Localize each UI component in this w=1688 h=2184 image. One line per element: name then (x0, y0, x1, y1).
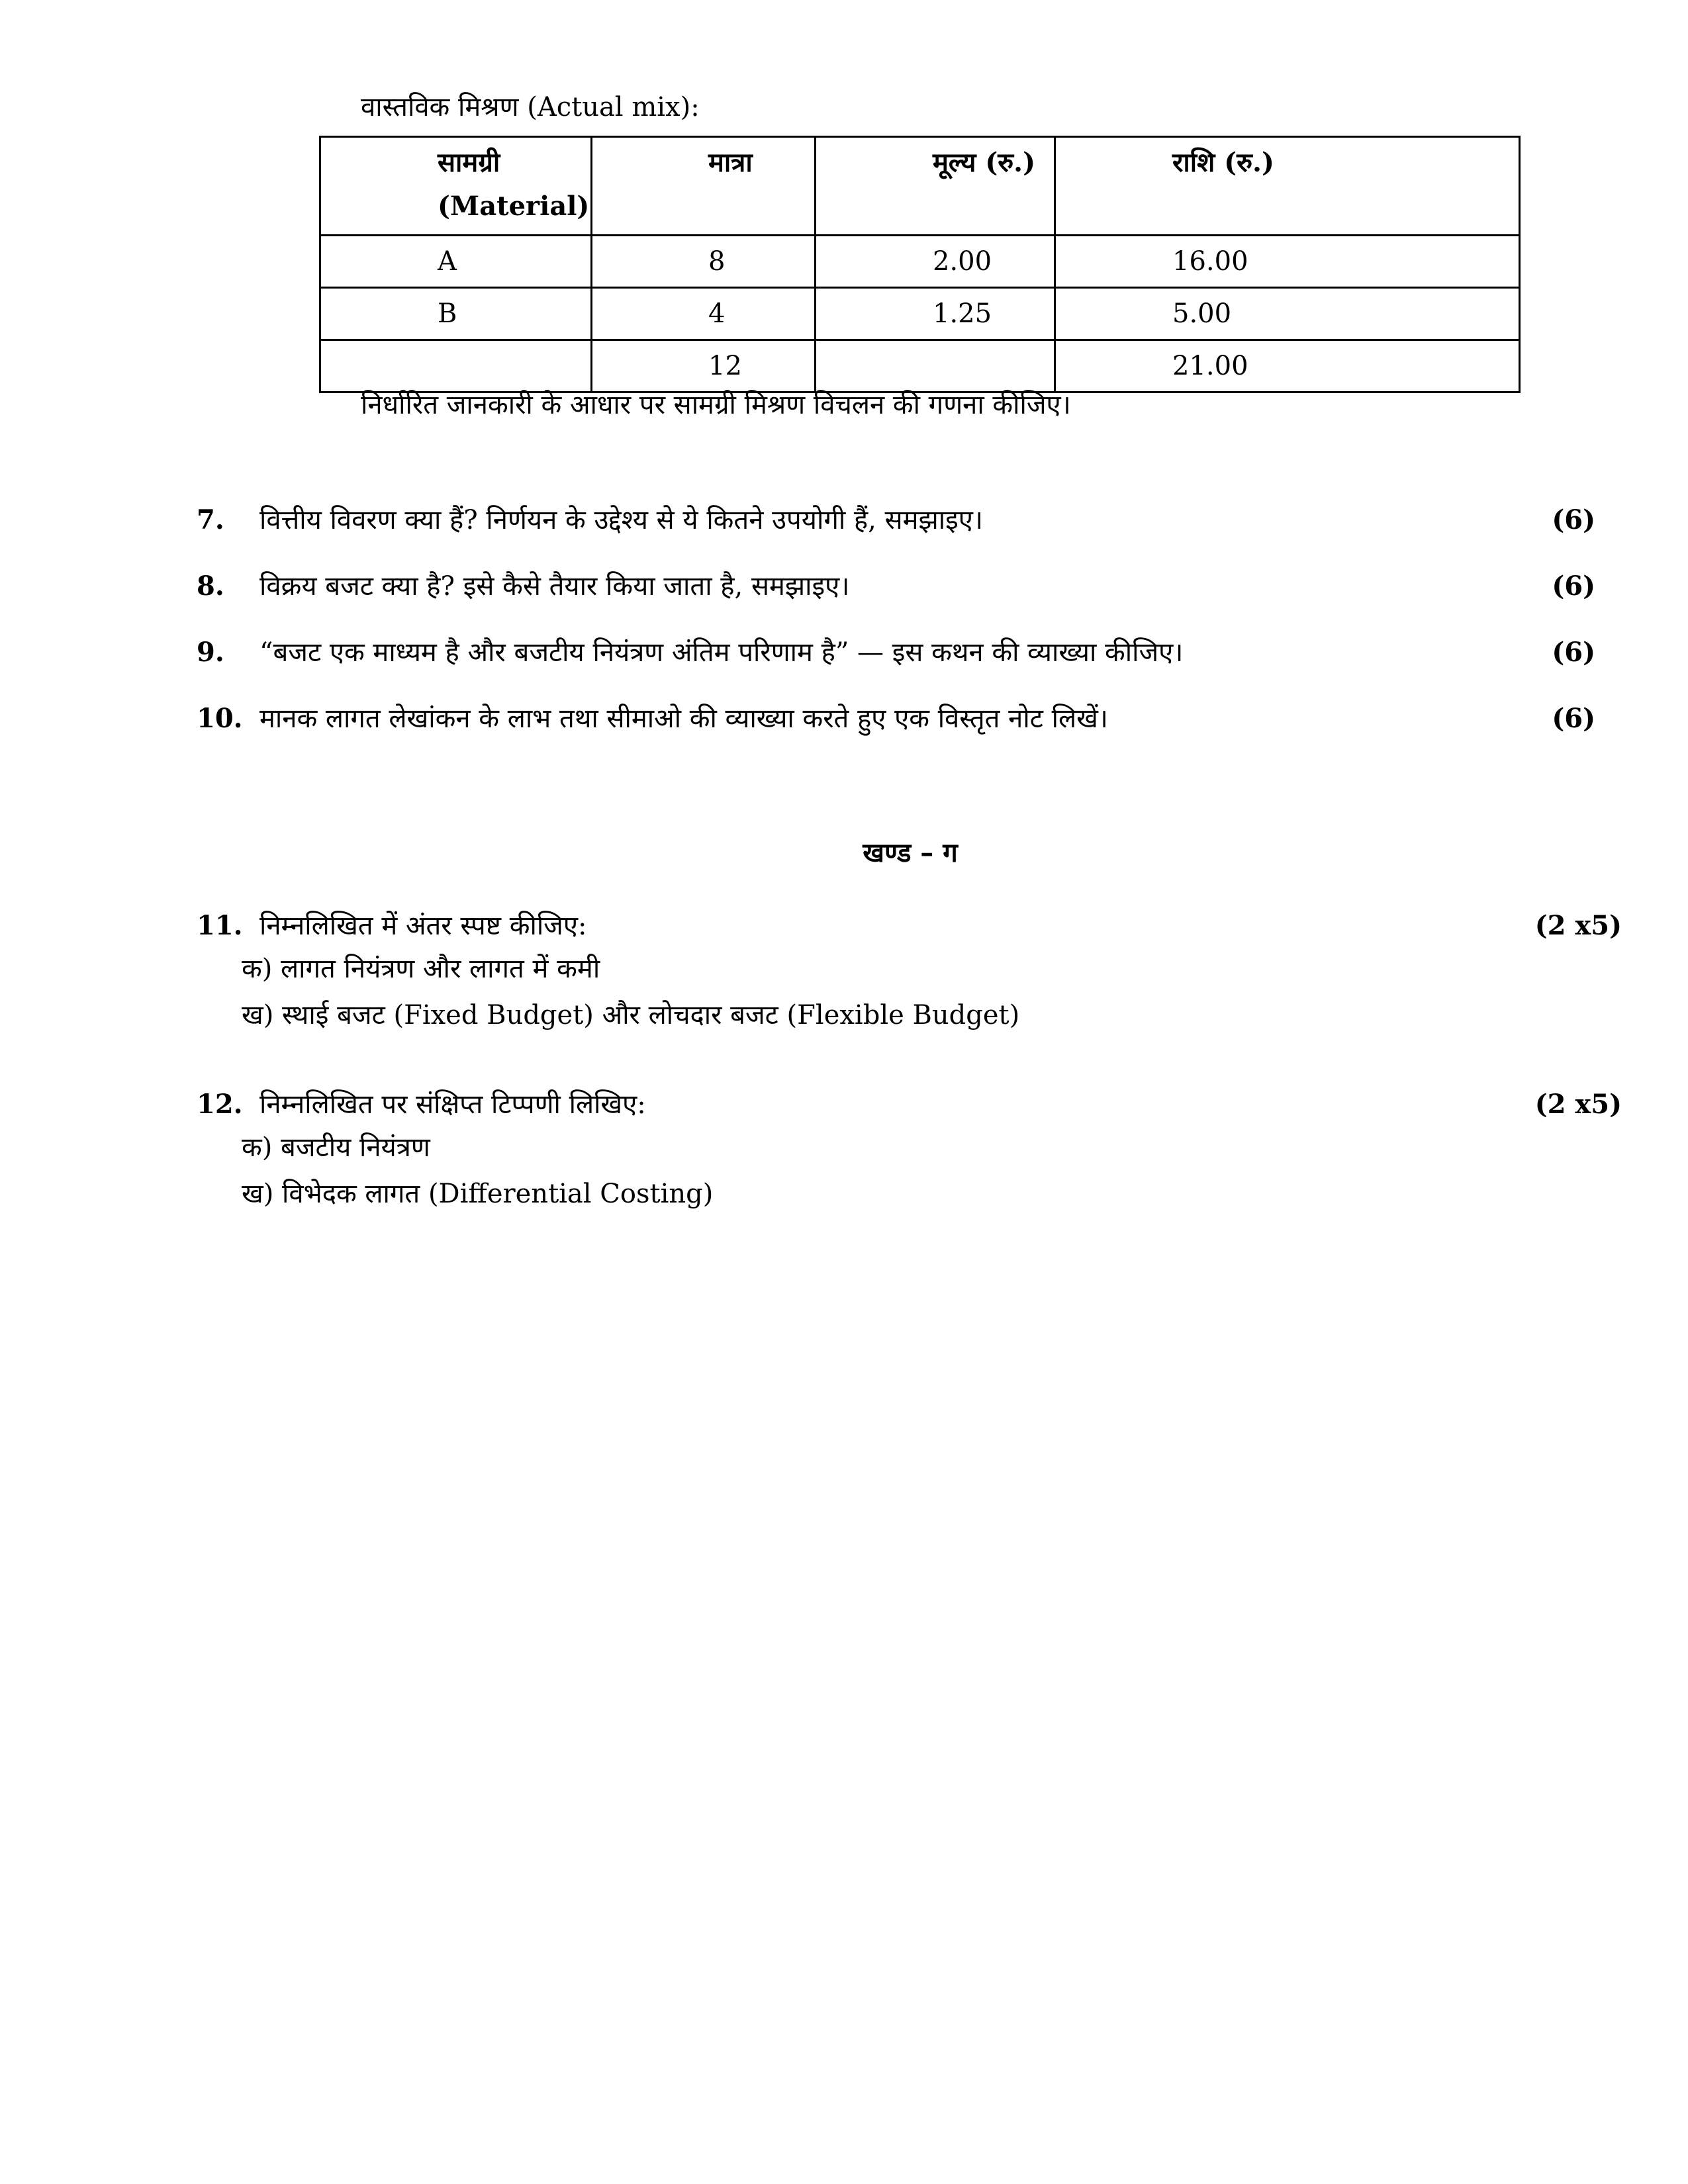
cell-amount: 5.00 (1055, 288, 1520, 340)
question-marks: (6) (1552, 637, 1595, 668)
question-marks: (6) (1552, 504, 1595, 535)
table-instruction: निर्धारित जानकारी के आधार पर सामग्री मिश्रण विचलन की गणना कीजिए। (361, 390, 1071, 420)
cell-quantity: 4 (592, 288, 816, 340)
question-number: 10. (197, 703, 243, 734)
question-marks: (2 x5) (1534, 910, 1622, 941)
cell-quantity: 8 (592, 236, 816, 288)
header-material (320, 137, 592, 236)
cell-material (320, 340, 592, 392)
question-number: 12. (197, 1089, 243, 1120)
cell-price (816, 340, 1055, 392)
cell-price: 1.25 (816, 288, 1055, 340)
cell-amount: 21.00 (1055, 340, 1520, 392)
header-quantity: मात्रा (592, 137, 816, 236)
question-marks: (6) (1552, 570, 1595, 602)
actual-mix-table (319, 136, 1521, 393)
header-amount: राशि (रु.) (1055, 137, 1520, 236)
question-number: 7. (197, 504, 224, 535)
question-part: ख) विभेदक लागत (Differential Costing) (242, 1179, 714, 1209)
question-marks: (6) (1552, 703, 1595, 734)
question-number: 9. (197, 637, 224, 668)
cell-quantity: 12 (592, 340, 816, 392)
question-text: निम्नलिखित में अंतर स्पष्ट कीजिए: (259, 911, 587, 941)
question-text: वित्तीय विवरण क्या हैं? निर्णयन के उद्देश्य से ये कितने उपयोगी हैं, समझाइए। (259, 505, 984, 535)
table-total-row (320, 340, 1520, 392)
table-header-row (320, 137, 1520, 236)
question-text: मानक लागत लेखांकन के लाभ तथा सीमाओ की व्याख्या करते हुए एक विस्तृत नोट लिखें। (259, 704, 1108, 734)
question-marks: (2 x5) (1534, 1089, 1622, 1120)
question-text: “बजट एक माध्यम है और बजटीय नियंत्रण अंतिम परिणाम है” — इस कथन की व्याख्या कीजिए। (259, 637, 1184, 668)
cell-material: A (320, 236, 592, 288)
question-part: ख) स्थाई बजट (Fixed Budget) और लोचदार बजट (Flexible Budget) (242, 1000, 1020, 1030)
question-number: 11. (197, 910, 243, 941)
header-material-label: सामग्री (Material) (438, 147, 590, 222)
header-price: मूल्य (रु.) (816, 137, 1055, 236)
question-number: 8. (197, 570, 224, 602)
question-text: विक्रय बजट क्या है? इसे कैसे तैयार किया जाता है, समझाइए। (259, 571, 850, 602)
table-row (320, 288, 1520, 340)
actual-mix-caption: वास्तविक मिश्रण (Actual mix): (361, 92, 700, 122)
question-part: क) लागत नियंत्रण और लागत में कमी (242, 954, 600, 984)
cell-material: B (320, 288, 592, 340)
question-text: निम्नलिखित पर संक्षिप्त टिप्पणी लिखिए: (259, 1089, 646, 1120)
cell-price: 2.00 (816, 236, 1055, 288)
table-row (320, 236, 1520, 288)
cell-amount: 16.00 (1055, 236, 1520, 288)
question-part: क) बजटीय नियंत्रण (242, 1132, 430, 1163)
section-title: खण्ड – ग (863, 837, 958, 868)
